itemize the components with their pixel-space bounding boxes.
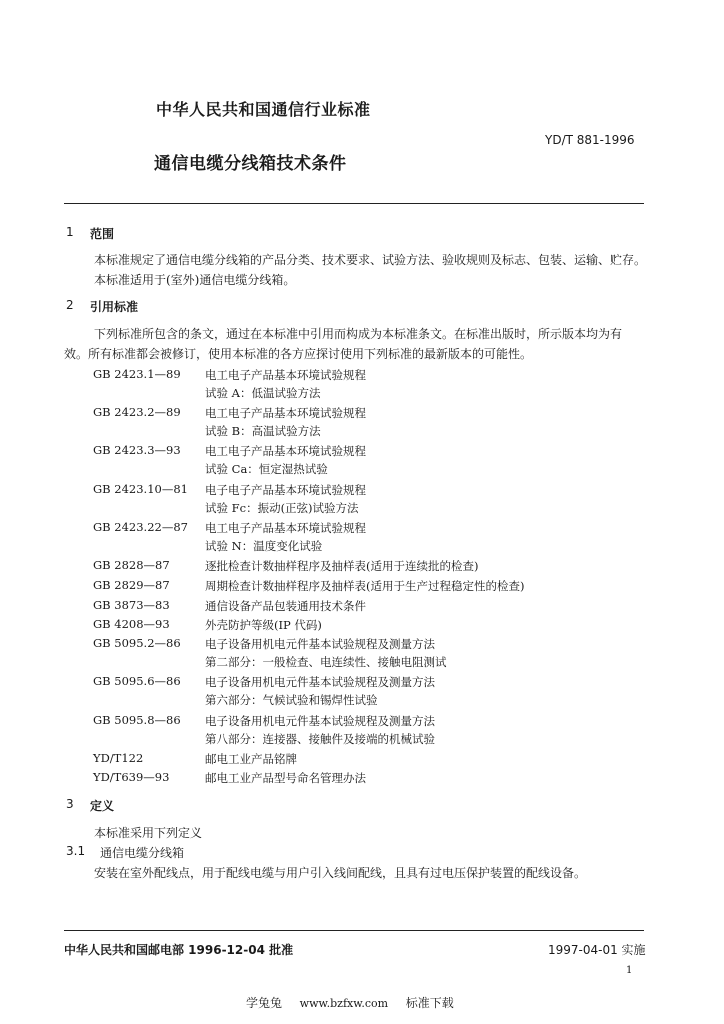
reference-code: GB 2423.1—89 bbox=[93, 367, 181, 381]
watermark bbox=[246, 994, 454, 1011]
reference-description: 周期检查计数抽样程序及抽样表(适用于生产过程稳定性的检查) bbox=[205, 579, 525, 593]
reference-code: GB 5095.8—86 bbox=[93, 713, 181, 727]
reference-description: 电子电子产品基本环境试验规程 bbox=[205, 483, 366, 497]
reference-description: 通信设备产品包装通用技术条件 bbox=[205, 599, 366, 613]
reference-description: 电工电子产品基本环境试验规程 bbox=[205, 444, 366, 458]
subsection-title: 通信电缆分线箱 bbox=[100, 846, 185, 860]
reference-description: 电子设备用机电元件基本试验规程及测量方法 bbox=[205, 714, 435, 728]
section-2-intro-line: 下列标准所包含的条文，通过在本标准中引用而构成为本标准条文。在标准出版时，所示版本均为有 bbox=[94, 327, 623, 341]
page-number: 1 bbox=[626, 965, 633, 976]
watermark-site-name: 学兔兔 bbox=[246, 996, 283, 1010]
subsection-number: 3.1 bbox=[66, 844, 86, 858]
approval-line: 中华人民共和国邮电部 1996-12-04 批准 bbox=[64, 943, 294, 957]
watermark-url[interactable]: www.bzfxw.com bbox=[299, 997, 389, 1010]
reference-code: GB 2829—87 bbox=[93, 578, 170, 592]
organization-standard-heading: 中华人民共和国通信行业标准 bbox=[156, 100, 371, 119]
section-1-paragraph: 本标准规定了通信电缆分线箱的产品分类、技术要求、试验方法、验收规则及标志、包装、运输、贮存。 bbox=[94, 253, 647, 267]
reference-description: 第二部分：一般检查、电连续性、接触电阻测试 bbox=[205, 655, 447, 669]
section-2-intro-line: 效。所有标准都会被修订，使用本标准的各方应探讨使用下列标准的最新版本的可能性。 bbox=[64, 347, 533, 361]
subsection-text: 安装在室外配线点，用于配线电缆与用户引入线间配线，且具有过电压保护装置的配线设备。 bbox=[94, 866, 587, 880]
reference-description: 试验 N：温度变化试验 bbox=[205, 539, 323, 553]
reference-code: GB 5095.2—86 bbox=[93, 636, 181, 650]
standard-code: YD/T 881-1996 bbox=[545, 133, 635, 147]
reference-description: 电工电子产品基本环境试验规程 bbox=[205, 406, 366, 420]
reference-description: 电子设备用机电元件基本试验规程及测量方法 bbox=[205, 675, 435, 689]
reference-description: 试验 Ca：恒定湿热试验 bbox=[205, 462, 328, 476]
section-3-number: 3 bbox=[66, 797, 74, 811]
section-3-title: 定义 bbox=[90, 799, 115, 813]
reference-code: GB 3873—83 bbox=[93, 598, 170, 612]
reference-code: GB 2828—87 bbox=[93, 558, 170, 572]
section-1-number: 1 bbox=[66, 225, 74, 239]
section-1-paragraph: 本标准适用于(室外)通信电缆分线箱。 bbox=[94, 273, 296, 287]
section-2-number: 2 bbox=[66, 298, 74, 312]
reference-description: 第六部分：气候试验和锡焊性试验 bbox=[205, 693, 378, 707]
reference-description: 试验 A：低温试验方法 bbox=[205, 386, 321, 400]
watermark-slogan: 标准下载 bbox=[405, 996, 454, 1010]
section-2-title: 引用标准 bbox=[90, 300, 139, 314]
document-title: 通信电缆分线箱技术条件 bbox=[154, 154, 347, 174]
footer-divider bbox=[64, 930, 644, 931]
reference-code: GB 2423.2—89 bbox=[93, 405, 181, 419]
reference-code: GB 2423.3—93 bbox=[93, 443, 181, 457]
section-1-title: 范围 bbox=[90, 227, 115, 241]
reference-description: 电工电子产品基本环境试验规程 bbox=[205, 368, 366, 382]
reference-code: GB 2423.10—81 bbox=[93, 482, 188, 496]
header-divider bbox=[64, 203, 644, 204]
reference-description: 邮电工业产品型号命名管理办法 bbox=[205, 771, 366, 785]
reference-description: 第八部分：连接器、接触件及接端的机械试验 bbox=[205, 732, 435, 746]
reference-description: 外壳防护等级(IP 代码) bbox=[205, 618, 322, 632]
reference-description: 试验 B：高温试验方法 bbox=[205, 424, 321, 438]
reference-description: 电子设备用机电元件基本试验规程及测量方法 bbox=[205, 637, 435, 651]
reference-description: 逐批检查计数抽样程序及抽样表(适用于连续批的检查) bbox=[205, 559, 479, 573]
reference-code: YD/T639—93 bbox=[93, 770, 170, 784]
reference-code: YD/T122 bbox=[93, 751, 144, 765]
reference-code: GB 4208—93 bbox=[93, 617, 170, 631]
reference-description: 电工电子产品基本环境试验规程 bbox=[205, 521, 366, 535]
effective-date-line: 1997-04-01 实施 bbox=[548, 943, 646, 957]
reference-code: GB 5095.6—86 bbox=[93, 674, 181, 688]
reference-description: 试验 Fc：振动(正弦)试验方法 bbox=[205, 501, 359, 515]
reference-description: 邮电工业产品铭牌 bbox=[205, 752, 297, 766]
reference-code: GB 2423.22—87 bbox=[93, 520, 188, 534]
section-3-intro: 本标准采用下列定义 bbox=[94, 826, 203, 840]
